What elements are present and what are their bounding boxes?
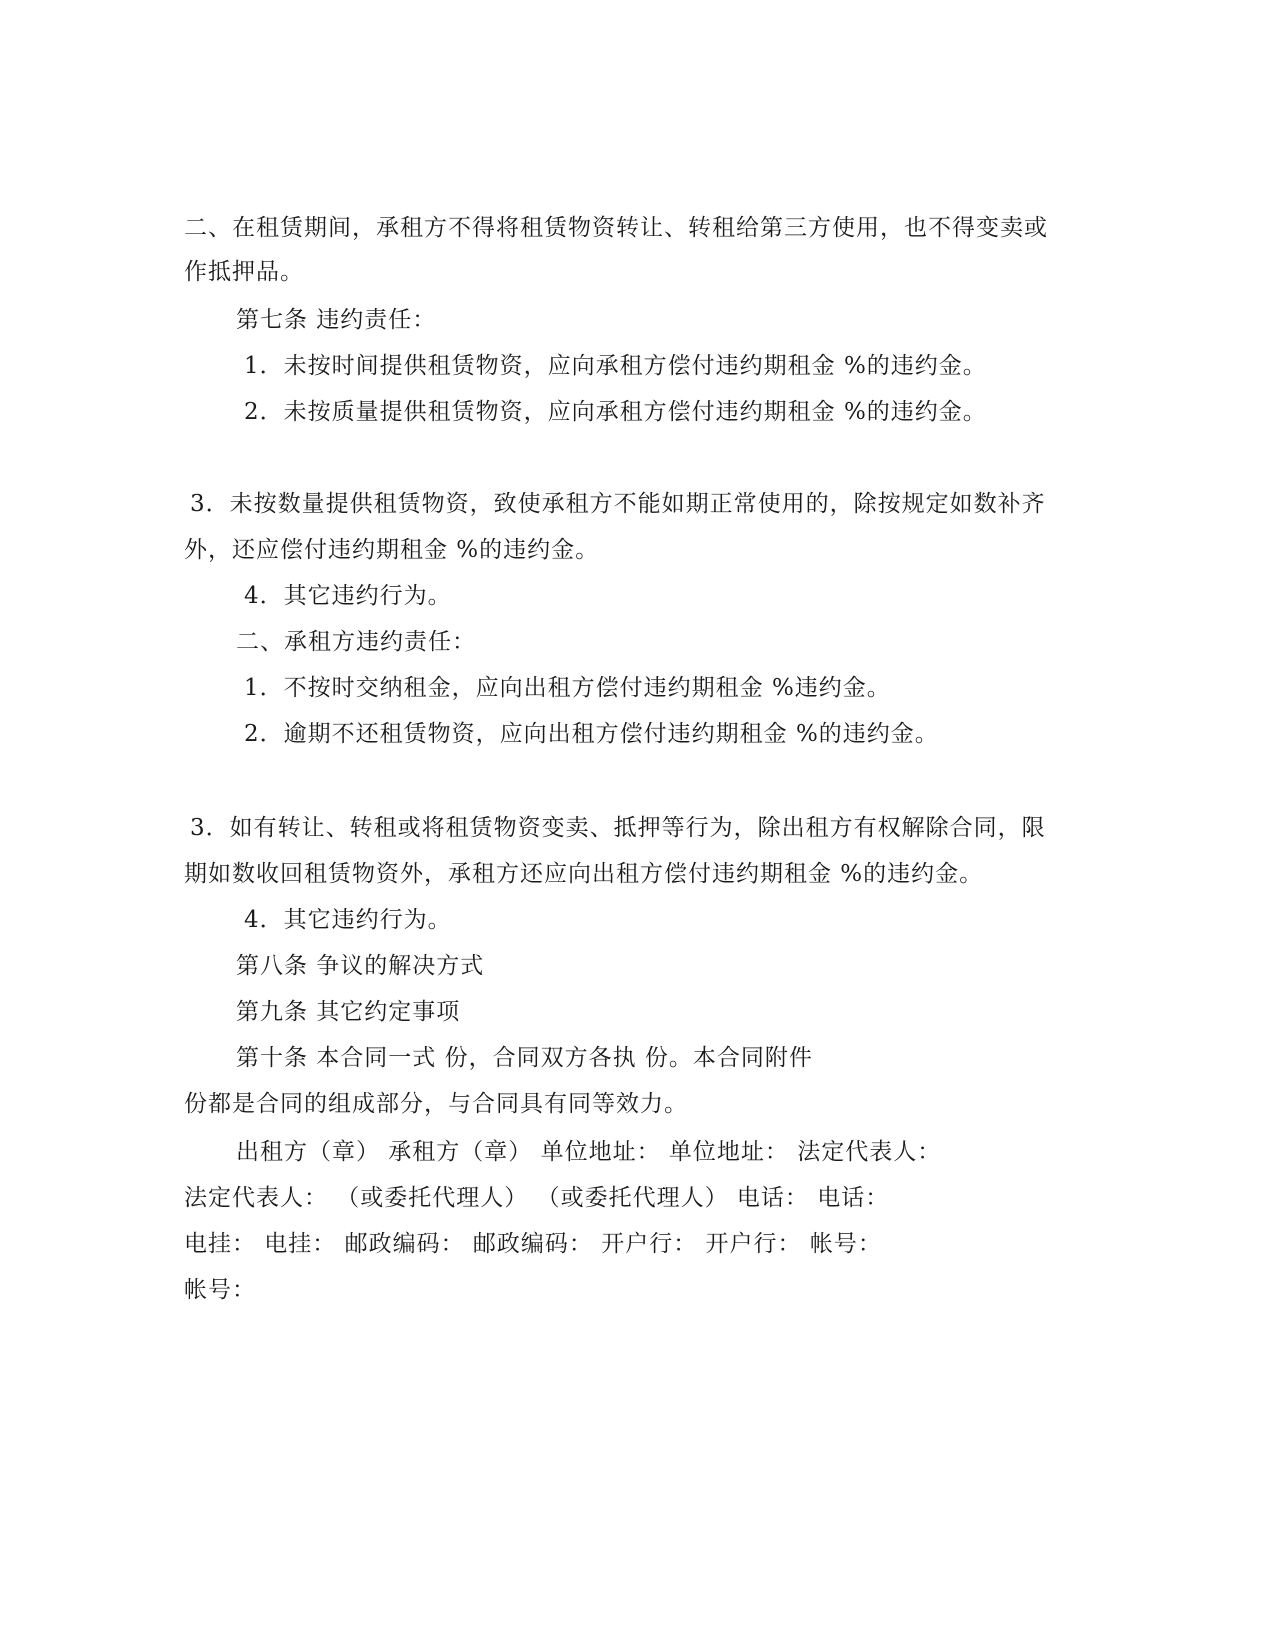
article-heading: 第七条 违约责任： (236, 307, 437, 333)
clause-line: 份都是合同的组成部分，与合同具有同等效力。 (184, 1091, 688, 1117)
clause-line: 外，还应偿付违约期租金 %的违约金。 (184, 537, 600, 563)
clause-line: 作抵押品。 (184, 259, 304, 285)
clause-item: 2．逾期不还租赁物资，应向出租方偿付违约期租金 %的违约金。 (244, 721, 939, 747)
clause-item: 3．如有转让、转租或将租赁物资变卖、抵押等行为，除出租方有权解除合同，限 (190, 815, 1046, 841)
clause-item: 3．未按数量提供租赁物资，致使承租方不能如期正常使用的，除按规定如数补齐 (190, 491, 1046, 517)
clause-item: 4．其它违约行为。 (244, 907, 452, 933)
signature-line: 电挂： 电挂： 邮政编码： 邮政编码： 开户行： 开户行： 帐号： (184, 1231, 882, 1257)
clause-line: 二、在租赁期间，承租方不得将租赁物资转让、转租给第三方使用，也不得变卖或 (184, 215, 1048, 241)
clause-item: 2．未按质量提供租赁物资，应向承租方偿付违约期租金 %的违约金。 (244, 399, 987, 425)
clause-item: 1．未按时间提供租赁物资，应向承租方偿付违约期租金 %的违约金。 (244, 353, 987, 379)
article-heading: 第八条 争议的解决方式 (236, 953, 485, 979)
article-heading: 第十条 本合同一式 份，合同双方各执 份。本合同附件 (236, 1045, 813, 1071)
clause-line: 期如数收回租赁物资外，承租方还应向出租方偿付违约期租金 %的违约金。 (184, 861, 984, 887)
signature-line: 法定代表人： （或委托代理人） （或委托代理人） 电话： 电话： (184, 1185, 890, 1211)
clause-item: 4．其它违约行为。 (244, 583, 452, 609)
article-heading: 第九条 其它约定事项 (236, 999, 461, 1025)
signature-line: 出租方（章） 承租方（章） 单位地址： 单位地址： 法定代表人： (236, 1139, 942, 1165)
section-heading: 二、承租方违约责任： (236, 629, 476, 655)
signature-line: 帐号： (184, 1277, 256, 1303)
clause-item: 1．不按时交纳租金，应向出租方偿付违约期租金 %违约金。 (244, 675, 891, 701)
